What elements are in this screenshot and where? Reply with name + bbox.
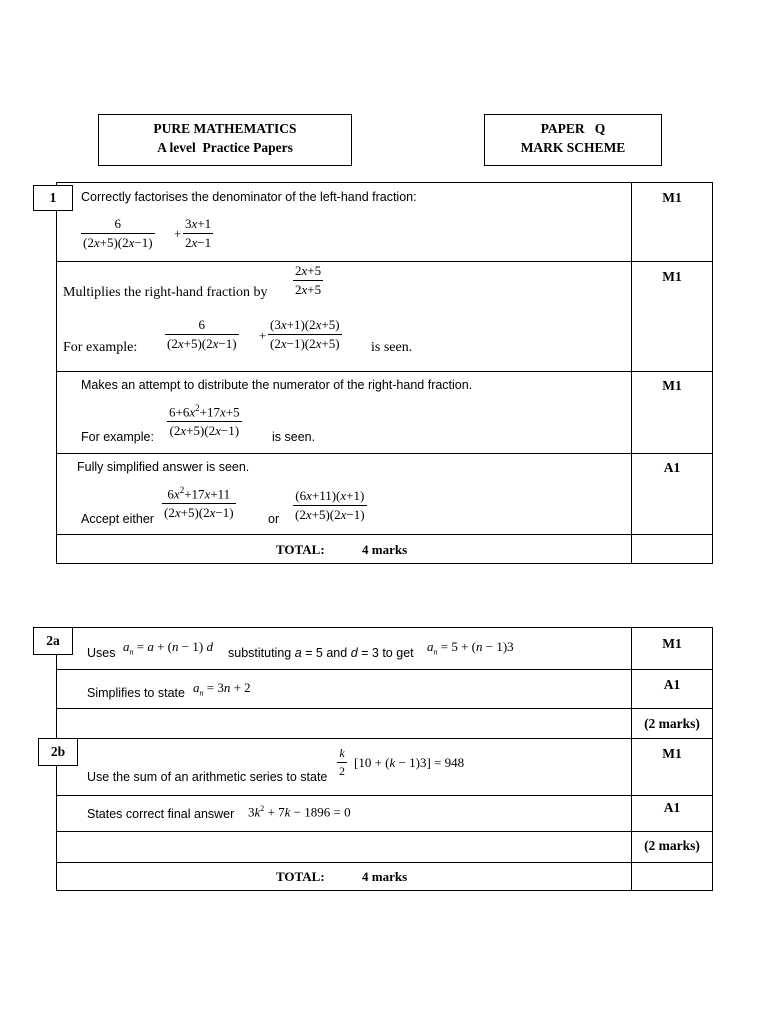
q1-row2-example-label: For example: [63,340,138,355]
q1-row2-mark: M1 [662,269,682,284]
q2-total-marks: 4 marks [362,869,408,884]
q2b-row1-text: Use the sum of an arithmetic series to state [87,770,328,784]
q1-row3-example-label: For example: [81,430,154,444]
q1-row3-mark: M1 [662,378,682,393]
q2a-row2-text: Simplifies to state [87,686,185,700]
q2a-simplified-formula: $a_n = 3n + 2$ [193,680,251,698]
q1-total-marks: 4 marks [362,542,408,557]
q1-row4-text: Fully simplified answer is seen. [77,460,250,474]
q2b-row1-mark: M1 [662,746,682,761]
q1-row2-example-right: $\frac{(3x+1)(2x+5)}{(2x-1)(2x+5)}$ [270,317,340,351]
q1-row3-seen: is seen. [272,430,316,444]
mark-scheme-box [484,114,662,166]
q1-total-label: TOTAL: [276,542,325,557]
q1-row2-multiplier: $\frac{2x+5}{2x+5}$ [295,263,322,297]
q2a-row2-mark: A1 [663,677,681,692]
q2b-row2-mark: A1 [663,800,681,815]
q1-row3-example-fraction: $\frac{6+6x^2+17x+5}{(2x+5)(2x-1)}$ [169,403,240,439]
q1-row1-text: Correctly factorises the denominator of the left-hand fraction: [81,190,417,204]
q1-row4-or: or [268,512,280,526]
q1-row4-accept-label: Accept either [81,512,154,526]
q1-row2-seen: is seen. [371,340,413,355]
question-1-table: Correctly factorises the denominator of the left-hand fraction: $\frac{6}{(2x+5)(2x-1)}$ + $\frac{3x+1}{2x-1}$ M1 $\frac{2x+5}{2x+5}$ Multiplies the right-hand fraction by $\frac{6}{(2x+5)(2x-1)}$ + $\frac{(3x+1)(2x+5)}{(2x-1)(2x+5)}$ For example: is seen. M1 Makes an attempt to distribute the numerator of the right-hand fraction. $\frac{6+6x^2+17x+5}{(2x+5)(2x-1)}$ For example: is seen. M1 Fully simplified answer is seen. $\frac{6x^2+17x+11}{(2x+5)(2x-1)}$ $\frac{(6x+11)(x+1)}{(2x+5)(2x-1)}$ Accept either or A1 TOTAL: 4 marks [56,182,713,564]
q1-row3-text: Makes an attempt to distribute the numerator of the right-hand fraction. [81,378,473,392]
q2a-row1-uses: Uses [87,646,116,660]
question-2-table [56,627,713,891]
q1-row1-mark: M1 [662,190,682,205]
q1-row1-fraction-right: $\frac{3x+1}{2x-1}$ [185,216,212,250]
q2a-row1-mark: M1 [662,636,682,651]
q1-row1-fraction-left: $\frac{6}{(2x+5)(2x-1)}$ [83,216,153,250]
question-2b-number: 2b [38,738,78,766]
q1-row2-example-left: $\frac{6}{(2x+5)(2x-1)}$ [167,317,237,351]
q1-row4-answer-form1: $\frac{6x^2+17x+11}{(2x+5)(2x-1)}$ [164,485,234,521]
paper-code: PAPER Q [540,121,606,136]
q2a-subtotal: (2 marks) [644,716,700,731]
paper-title-box [98,114,352,166]
q2a-substituted-formula: $a_n = 5 + (n - 1)3$ [427,639,514,657]
q2a-general-term-formula: $a_n = a + (n - 1)$ d [123,639,213,657]
q2b-sum-formula: [10 + (k − 1)3] = 948 [354,755,465,770]
q2b-final-equation: $3k^2 + 7k - 1896 = 0$ [248,804,351,820]
q2b-row2-text: States correct final answer [87,807,235,821]
q1-row4-answer-form2: $\frac{(6x+11)(x+1)}{(2x+5)(2x-1)}$ [295,488,365,522]
q2b-subtotal: (2 marks) [644,838,700,853]
q1-row2-text: Multiplies the right-hand fraction by [63,285,268,300]
paper-title-line2: A level Practice Papers [157,140,293,155]
q2-total-label: TOTAL: [276,869,325,884]
q2b-sum-fraction: $\frac{k}{2}$ [339,746,345,778]
paper-title-line1: PURE MATHEMATICS [153,121,297,136]
question-2a-number: 2a [33,627,73,655]
mark-scheme-label: MARK SCHEME [520,140,626,155]
q1-row4-mark: A1 [663,460,681,475]
q2a-row1-substituting: substituting a = 5 and d = 3 to get [228,646,414,660]
question-1-number: 1 [33,185,73,211]
